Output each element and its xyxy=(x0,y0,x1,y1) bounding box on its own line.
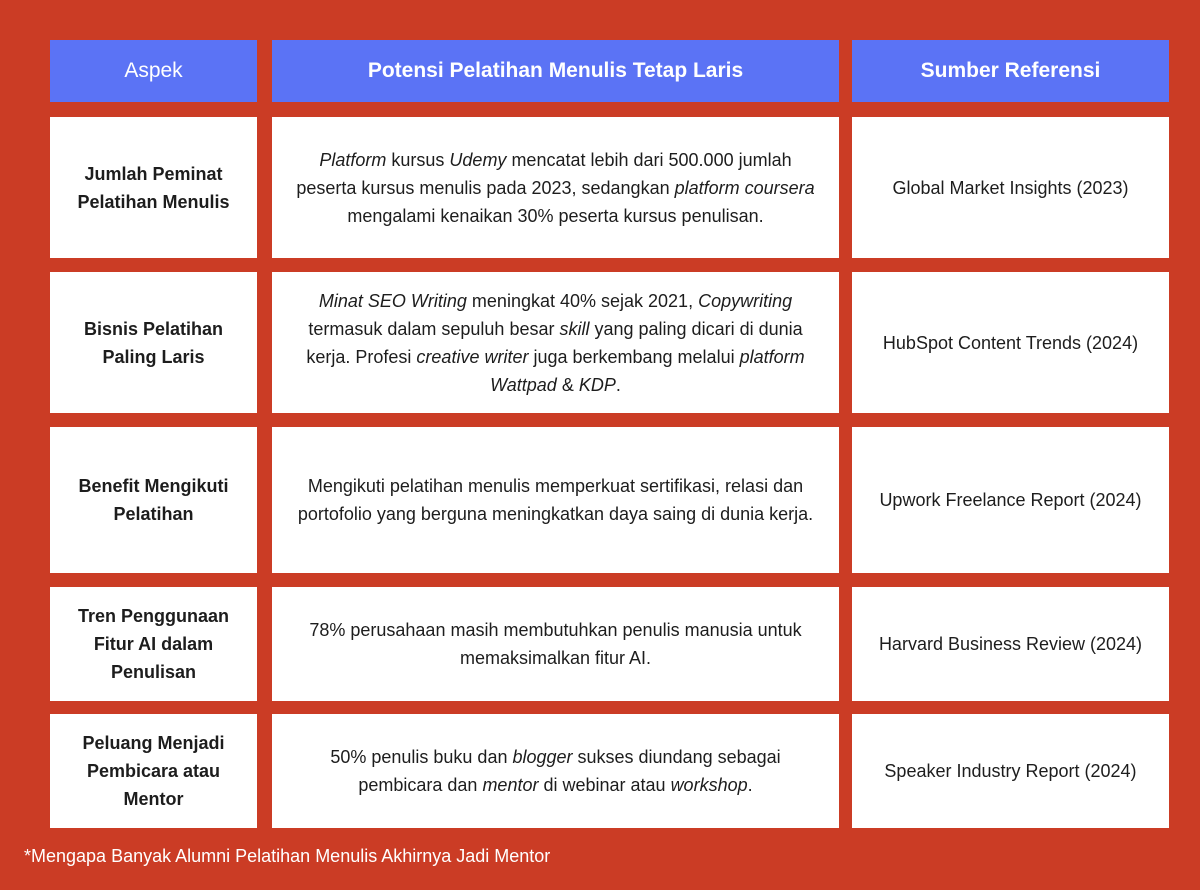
row-5-aspek-text: Peluang Menjadi Pembicara atau Mentor xyxy=(82,733,225,809)
row-5-potensi-text: 50% penulis buku dan blogger sukses diundang sebagai pembicara dan mentor di webinar atau workshop. xyxy=(330,747,781,795)
row-4-potensi-text: 78% perusahaan masih membutuhkan penulis manusia untuk memaksimalkan fitur AI. xyxy=(309,620,802,668)
italic-term: Copywriting xyxy=(698,290,793,311)
footnote: *Mengapa Banyak Alumni Pelatihan Menulis Akhirnya Jadi Mentor xyxy=(24,846,551,866)
row-3-sumber xyxy=(852,427,1169,573)
italic-term: skill xyxy=(559,318,590,339)
header-potensi-label: Potensi Pelatihan Menulis Tetap Laris xyxy=(367,59,744,82)
row-1-aspek xyxy=(50,117,257,258)
row-5-aspek xyxy=(50,714,257,828)
row-1-sumber-text: Global Market Insights (2023) xyxy=(892,177,1129,198)
row-5-sumber-text: Speaker Industry Report (2024) xyxy=(884,761,1137,781)
italic-term: blogger xyxy=(512,747,573,767)
italic-term: Platform xyxy=(319,149,387,170)
row-1-potensi xyxy=(272,117,839,258)
row-3-aspek-text: Benefit Mengikuti Pelatihan xyxy=(78,476,229,524)
header-sumber-label: Sumber Referensi xyxy=(920,59,1101,82)
italic-term: platform Wattpad xyxy=(490,346,805,395)
row-2-aspek-text: Bisnis Pelatihan Paling Laris xyxy=(83,318,224,367)
italic-term: KDP xyxy=(578,374,616,395)
italic-term: Minat SEO Writing xyxy=(318,290,467,311)
row-1-sumber xyxy=(852,117,1169,258)
row-2-aspek xyxy=(50,272,257,413)
header-potensi xyxy=(272,40,839,102)
row-2-sumber-text: HubSpot Content Trends (2024) xyxy=(882,332,1139,353)
row-1-potensi-text: Platform kursus Udemy mencatat lebih dari 500.000 jumlah peserta kursus menulis pada 2023, sedangkan platform coursera mengalami kenaikan 30% peserta kursus penulisan. xyxy=(296,149,815,226)
row-4-sumber xyxy=(852,587,1169,701)
italic-term: workshop xyxy=(670,775,748,795)
row-5-potensi xyxy=(272,714,839,828)
row-4-aspek xyxy=(50,587,257,701)
row-2-potensi-text: Minat SEO Writing meningkat 40% sejak 2021, Copywriting termasuk dalam sepuluh besar skill yang paling dicari di dunia kerja. Profesi creative writer juga berkembang melalui platform Wattpad & KDP. xyxy=(306,290,805,395)
row-3-potensi-text: Mengikuti pelatihan menulis memperkuat sertifikasi, relasi dan portofolio yang berguna meningkatkan daya saing di dunia kerja. xyxy=(297,476,814,524)
italic-term: Udemy xyxy=(449,149,507,170)
row-4-aspek-text: Tren Penggunaan Fitur AI dalam Penulisan xyxy=(77,606,230,682)
row-5-sumber xyxy=(852,714,1169,828)
row-4-sumber-text: Harvard Business Review (2024) xyxy=(878,634,1143,654)
row-3-potensi xyxy=(272,427,839,573)
italic-term: mentor xyxy=(482,775,539,795)
row-3-sumber-text: Upwork Freelance Report (2024) xyxy=(879,490,1142,510)
row-2-potensi xyxy=(272,272,839,413)
row-4-potensi xyxy=(272,587,839,701)
row-3-aspek xyxy=(50,427,257,573)
header-aspek xyxy=(50,40,257,102)
row-2-sumber xyxy=(852,272,1169,413)
header-aspek-label: Aspek xyxy=(124,59,183,82)
italic-term: platform coursera xyxy=(674,177,815,198)
italic-term: creative writer xyxy=(416,346,529,367)
header-sumber xyxy=(852,40,1169,102)
row-1-aspek-text: Jumlah Peminat Pelatihan Menulis xyxy=(77,163,230,212)
